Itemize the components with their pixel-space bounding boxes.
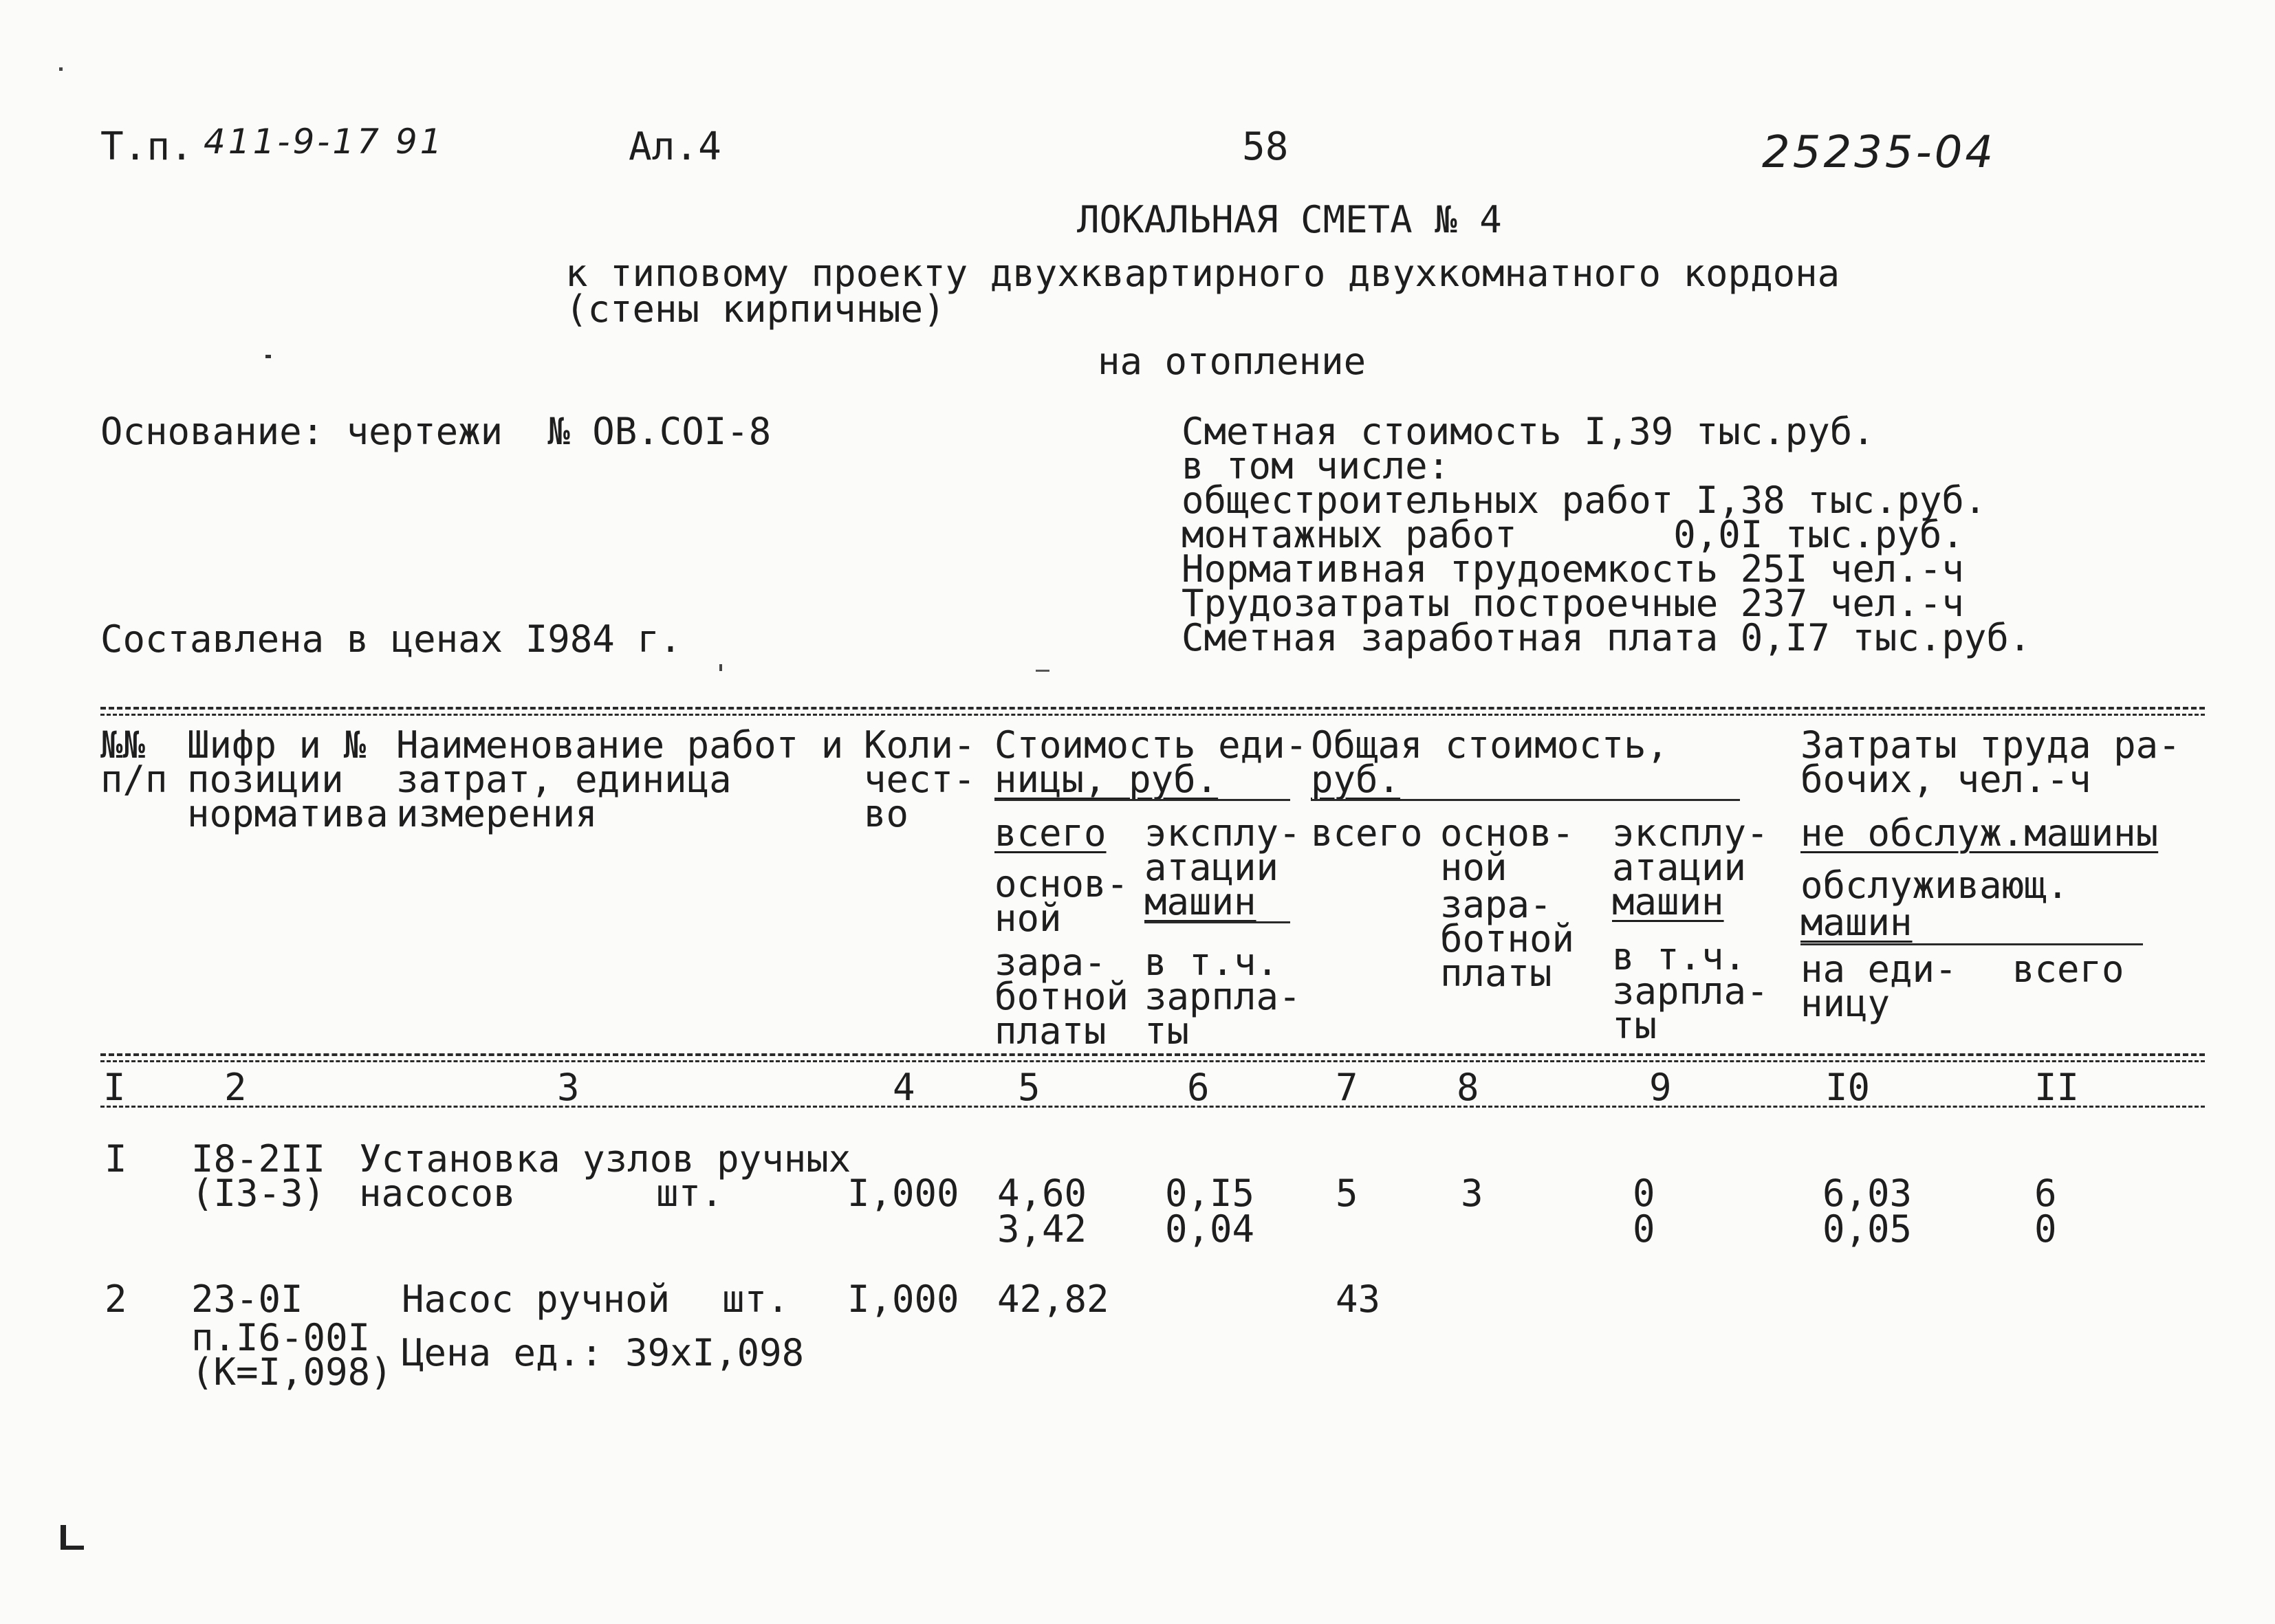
total-base-wage-header: зара- bbox=[1440, 883, 1552, 926]
col-name-header: измерения bbox=[396, 792, 598, 835]
unit-machine-wage-header: зарпла- bbox=[1144, 975, 1301, 1018]
scan-speck bbox=[59, 67, 63, 71]
scan-speck bbox=[1036, 670, 1049, 672]
basis-prices: Составлена в ценах I984 г. bbox=[100, 617, 682, 661]
unit-machine-underline bbox=[1144, 921, 1290, 923]
column-number: 9 bbox=[1649, 1066, 1672, 1109]
row-total-wage: 3 bbox=[1461, 1172, 1483, 1215]
column-number: I bbox=[103, 1066, 126, 1109]
row-total: 43 bbox=[1336, 1277, 1381, 1321]
summary-line: Нормативная трудоемкость 25I чел.-ч bbox=[1182, 547, 1964, 591]
row-unit-machine: 0,I5 bbox=[1165, 1172, 1255, 1215]
album-label: Ал.4 bbox=[629, 124, 721, 169]
total-base-wage-header: ботной bbox=[1440, 917, 1575, 961]
tp-number-handwritten: 411-9-17 91 bbox=[204, 122, 445, 162]
labor-serving-header: машин bbox=[1800, 901, 1913, 944]
row-qty: I,000 bbox=[847, 1277, 959, 1321]
row-name: Установка узлов ручных bbox=[359, 1137, 851, 1181]
labor-header: бочих, чел.-ч bbox=[1800, 758, 2091, 801]
labor-serving-header: обслуживающ. bbox=[1800, 864, 2069, 907]
row-qty: I,000 bbox=[847, 1172, 959, 1215]
column-number: 6 bbox=[1187, 1066, 1210, 1109]
basis-drawings: Основание: чертежи № ОВ.СОI-8 bbox=[100, 410, 772, 453]
row-unit: шт. bbox=[656, 1172, 723, 1215]
col-name-header: затрат, единица bbox=[396, 758, 732, 801]
col-code-header: норматива bbox=[187, 792, 389, 835]
total-cost-header: руб. bbox=[1311, 758, 1401, 801]
row-labor-total-serving: 0 bbox=[2034, 1207, 2057, 1251]
total-base-wage-header: платы bbox=[1440, 952, 1552, 995]
unit-machine-wage-header: в т.ч. bbox=[1144, 941, 1279, 984]
unit-machine-header: эксплу- bbox=[1144, 811, 1301, 855]
total-total-header: всего bbox=[1311, 811, 1423, 855]
total-machine-wage-header: зарпла- bbox=[1612, 969, 1769, 1013]
row-code: I8-2II bbox=[191, 1137, 326, 1181]
labor-not-serving-header: не обслуж.машины bbox=[1800, 811, 2159, 855]
column-number: II bbox=[2034, 1066, 2080, 1109]
total-cost-header: Общая стоимость, bbox=[1311, 723, 1669, 767]
row-code: п.I6-00I bbox=[191, 1316, 371, 1359]
unit-machine-wage-header: ты bbox=[1144, 1009, 1190, 1053]
total-machine-header: машин bbox=[1612, 880, 1724, 923]
row-labor-unit-serving: 0,05 bbox=[1822, 1207, 1913, 1251]
row-unit-wage: 3,42 bbox=[997, 1207, 1087, 1251]
col-num-header: №№ bbox=[100, 723, 146, 767]
labor-serving-underline bbox=[1800, 943, 2143, 945]
summary-line: Сметная стоимость I,39 тыс.руб. bbox=[1182, 410, 1875, 453]
row-labor-unit: 6,03 bbox=[1822, 1172, 1913, 1215]
col-qty-header: чест- bbox=[864, 758, 976, 801]
column-number: 2 bbox=[224, 1066, 247, 1109]
scan-speck bbox=[265, 355, 271, 358]
estimate-subtitle-walls: (стены кирпичные) bbox=[565, 287, 946, 331]
row-code: (I3-3) bbox=[191, 1172, 326, 1215]
unit-cost-header: Стоимость еди- bbox=[994, 723, 1308, 767]
unit-cost-header: ницы, руб. bbox=[994, 758, 1219, 801]
header-bottom-rule-2 bbox=[100, 1060, 2205, 1062]
row-labor-total: 6 bbox=[2034, 1172, 2057, 1215]
total-base-wage-header: ной bbox=[1440, 846, 1507, 889]
row-unit-machine-wage: 0,04 bbox=[1165, 1207, 1255, 1251]
row-unit-total: 42,82 bbox=[997, 1277, 1109, 1321]
row-name: насосов bbox=[359, 1172, 516, 1215]
total-base-wage-header: основ- bbox=[1440, 811, 1575, 855]
estimate-title: ЛОКАЛЬНАЯ СМЕТА № 4 bbox=[1077, 198, 1502, 241]
row-price-note: Цена ед.: 39хI,098 bbox=[402, 1331, 805, 1374]
row-name: Насос ручной bbox=[402, 1277, 671, 1321]
col-code-header: позиции bbox=[187, 758, 344, 801]
summary-line: Сметная заработная плата 0,I7 тыс.руб. bbox=[1182, 616, 2032, 659]
unit-machine-header: атации bbox=[1144, 846, 1279, 889]
row-total: 5 bbox=[1336, 1172, 1358, 1215]
page-number: 58 bbox=[1242, 124, 1289, 169]
row-number: I bbox=[105, 1137, 127, 1181]
scan-corner-mark-foot bbox=[61, 1546, 84, 1550]
estimate-scope: на отопление bbox=[1098, 340, 1367, 383]
unit-machine-header: машин bbox=[1144, 880, 1256, 923]
row-unit: шт. bbox=[722, 1277, 790, 1321]
summary-line: Трудозатраты построечные 237 чел.-ч bbox=[1182, 582, 1964, 625]
col-qty-header: во bbox=[864, 792, 909, 835]
column-number: 7 bbox=[1336, 1066, 1358, 1109]
scan-speck bbox=[719, 664, 722, 671]
total-machine-wage-header: ты bbox=[1612, 1004, 1657, 1047]
total-machine-wage-header: в т.ч. bbox=[1612, 935, 1747, 978]
labor-per-unit-header: ницу bbox=[1800, 982, 1891, 1025]
column-number: 4 bbox=[893, 1066, 915, 1109]
labor-all-header: всего bbox=[2012, 947, 2124, 991]
column-number-rule bbox=[100, 1106, 2205, 1108]
labor-header: Затраты труда ра- bbox=[1800, 723, 2181, 767]
total-machine-header: эксплу- bbox=[1612, 811, 1769, 855]
col-qty-header: Коли- bbox=[864, 723, 976, 767]
column-number: I0 bbox=[1825, 1066, 1871, 1109]
unit-base-wage-header: зара- bbox=[994, 941, 1107, 984]
column-number: 3 bbox=[557, 1066, 580, 1109]
unit-base-wage-header: платы bbox=[994, 1009, 1107, 1053]
unit-base-wage-header: основ- bbox=[994, 862, 1129, 906]
total-machine-header: атации bbox=[1612, 846, 1747, 889]
summary-line: монтажных работ 0,0I тыс.руб. bbox=[1182, 513, 1964, 556]
col-code-header: Шифр и № bbox=[187, 723, 367, 767]
col-num-header: п/п bbox=[100, 758, 168, 801]
unit-base-wage-header: ботной bbox=[994, 975, 1129, 1018]
total-cost-underline bbox=[1311, 799, 1740, 801]
estimate-subtitle: к типовому проекту двухквартирного двухкомнатного кордона bbox=[565, 252, 1840, 295]
table-top-rule-2 bbox=[100, 714, 2205, 716]
unit-cost-underline bbox=[994, 799, 1290, 801]
row-code: (К=I,098) bbox=[191, 1350, 393, 1394]
row-total-machine: 0 bbox=[1633, 1172, 1655, 1215]
summary-line: в том числе: bbox=[1182, 444, 1450, 487]
table-top-rule bbox=[100, 707, 2205, 710]
header-bottom-rule bbox=[100, 1053, 2205, 1056]
doc-code-handwritten: 25235-04 bbox=[1762, 127, 1996, 178]
column-number: 5 bbox=[1018, 1066, 1041, 1109]
column-number: 8 bbox=[1457, 1066, 1479, 1109]
labor-per-unit-header: на еди- bbox=[1800, 947, 1957, 991]
row-number: 2 bbox=[105, 1277, 127, 1321]
unit-total-header: всего bbox=[994, 811, 1107, 855]
tp-label: Т.п. bbox=[100, 124, 193, 169]
summary-line: общестроительных работ I,38 тыс.руб. bbox=[1182, 479, 1987, 522]
row-total-machine-wage: 0 bbox=[1633, 1207, 1655, 1251]
row-code: 23-0I bbox=[191, 1277, 303, 1321]
row-unit-total: 4,60 bbox=[997, 1172, 1087, 1215]
col-name-header: Наименование работ и bbox=[396, 723, 844, 767]
unit-base-wage-header: ной bbox=[994, 897, 1062, 940]
